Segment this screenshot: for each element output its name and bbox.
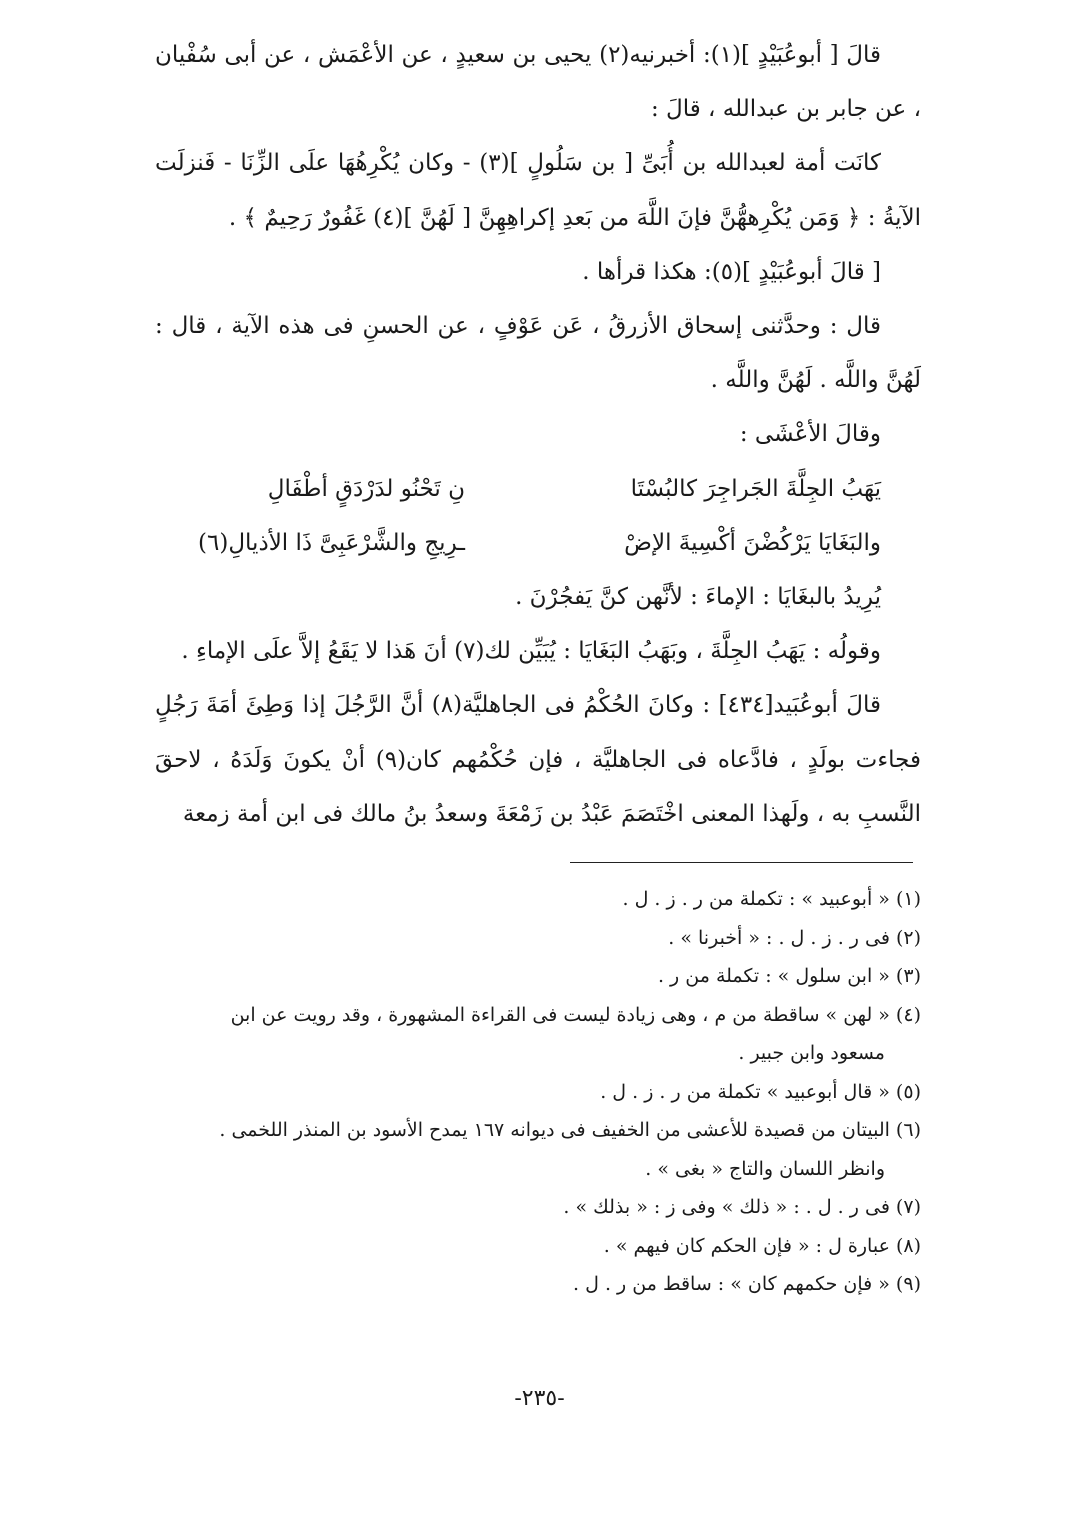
footnote-9: (٩) « فإن حكمهم كان » : ساقط من ر . ل . bbox=[573, 1273, 921, 1295]
paragraph-1: قالَ [ أبوعُبَيْدٍ ](١): أخبرنيه(٢) يحيى بن سعيدٍ ، عن الأعْمَش ، عن أبى سُفْيان ، عن جابر بن عبدالله ، قالَ : bbox=[155, 42, 921, 123]
footnote-1: (١) « أبوعبيد » : تكملة من ر . ز . ل . bbox=[622, 888, 921, 910]
verse-1 bbox=[155, 462, 921, 516]
footnote-6-continued: وانظر اللسان والتاج « بغى » . bbox=[645, 1157, 885, 1180]
poem bbox=[155, 462, 921, 570]
verse-1-first-hemistich: يَهَبُ الجِلَّةَ الجَراجِرَ كالبُسْتَا bbox=[630, 475, 881, 502]
main-text bbox=[155, 28, 921, 841]
verse-1-second-hemistich: نِ تَحْنُو لدَرْدَقٍ أطْفَالِ bbox=[267, 475, 465, 502]
footnote-5: (٥) « قال أبوعبيد » تكملة من ر . ز . ل . bbox=[600, 1080, 921, 1103]
page-number: -٢٣٥- bbox=[514, 1386, 565, 1411]
paragraph-5: وقالَ الأعْشَى : bbox=[739, 421, 881, 448]
footnote-separator bbox=[570, 862, 913, 863]
verse-2-second-hemistich: ـرِيجِ والشَّرْعَبِىَّ ذَا الأذيالِ(٦) bbox=[198, 529, 465, 556]
footnote-6: (٦) البيتان من قصيدة للأعشى من الخفيف فى ديوانه ١٦٧ يمدح الأسود بن المنذر اللخمى . bbox=[219, 1119, 921, 1141]
footnotes bbox=[155, 880, 921, 1304]
footnote-4-continued: مسعود وابن جبير . bbox=[738, 1042, 885, 1064]
paragraph-3: [ قالَ أبوعُبَيْدٍ ](٥): هكذا قرأها . bbox=[582, 258, 881, 285]
footnote-7: (٧) فى ر . ل . : « ذلك » وفى ز : « بذلك » . bbox=[563, 1196, 921, 1218]
paragraph-7: وقولُه : يَهَبُ الجِلَّةَ ، وبَهَبُ البَغَايَا : يُبَيِّن لك(٧) أنَ هَذا لا يَقَعُ إلاَّ علَى الإماءِ . bbox=[181, 638, 881, 665]
paragraph-8: قالَ أبوعُبَيد[٤٣٤] : وكانَ الحُكْمُ فى الجاهليَّة(٨) أنَّ الرَّجُلَ إذا وَطِئَ أمَةَ رَجُلٍ فجاءت بولَدٍ ، فادَّعاه فى الجاهليَّة ، فإن حُكْمُهم كان(٩) أنْ يكونَ وَلَدَهُ ، لاحقَ النَّسبِ به ، ولَهذا المعنى اخْتَصَمَ عَبْدُ بن زَمْعَةَ وسعدُ بنُ مالك فى ابن أمة زمعة bbox=[155, 692, 921, 827]
verse-2 bbox=[155, 516, 921, 570]
verse-2-first-hemistich: والبَغَايَا يَرْكُضْنَ أكْسِيةَ الإضْ bbox=[624, 529, 881, 556]
footnote-4: (٤) « لهن » ساقطة من م ، وهى زيادة ليست فى القراءة المشهورة ، وقد رويت عن ابن bbox=[230, 1003, 921, 1026]
paragraph-6: يُرِيدُ بالبغَايَا : الإماءَ : لأنَّهن كنَّ يَفجُرْنَ . bbox=[515, 584, 881, 610]
footnote-2: (٢) فى ر . ز . ل . : « أخبرنا » . bbox=[668, 926, 921, 949]
footnote-8: (٨) عبارة ل : « فإن الحكم كان فيهم » . bbox=[603, 1234, 921, 1257]
footnote-3: (٣) « ابن سلول » : تكملة من ر . bbox=[657, 965, 921, 987]
paragraph-4: قال : وحدَّثنى إسحاق الأزرقُ ، عَن عَوْفٍ ، عن الحسنِ فى هذه الآية ، قال : لَهُنَّ واللَّه . لَهُنَّ واللَّه . bbox=[155, 313, 921, 394]
paragraph-2: كانَت أمة لعبدالله بن أُبَىِّ [ بن سَلُولٍ ](٣) - وكان يُكْرِهُهَا علَى الزِّنَا - فَنزلَت الآيةُ : ﴿ وَمَن يُكْرِههُّنَّ فإنَ اللَّهَ من بَعدِ إكراهِهِنَّ [ لَهُنَّ ](٤) غَفُورٌ رَحِيمٌ ﴾ . bbox=[155, 150, 921, 231]
